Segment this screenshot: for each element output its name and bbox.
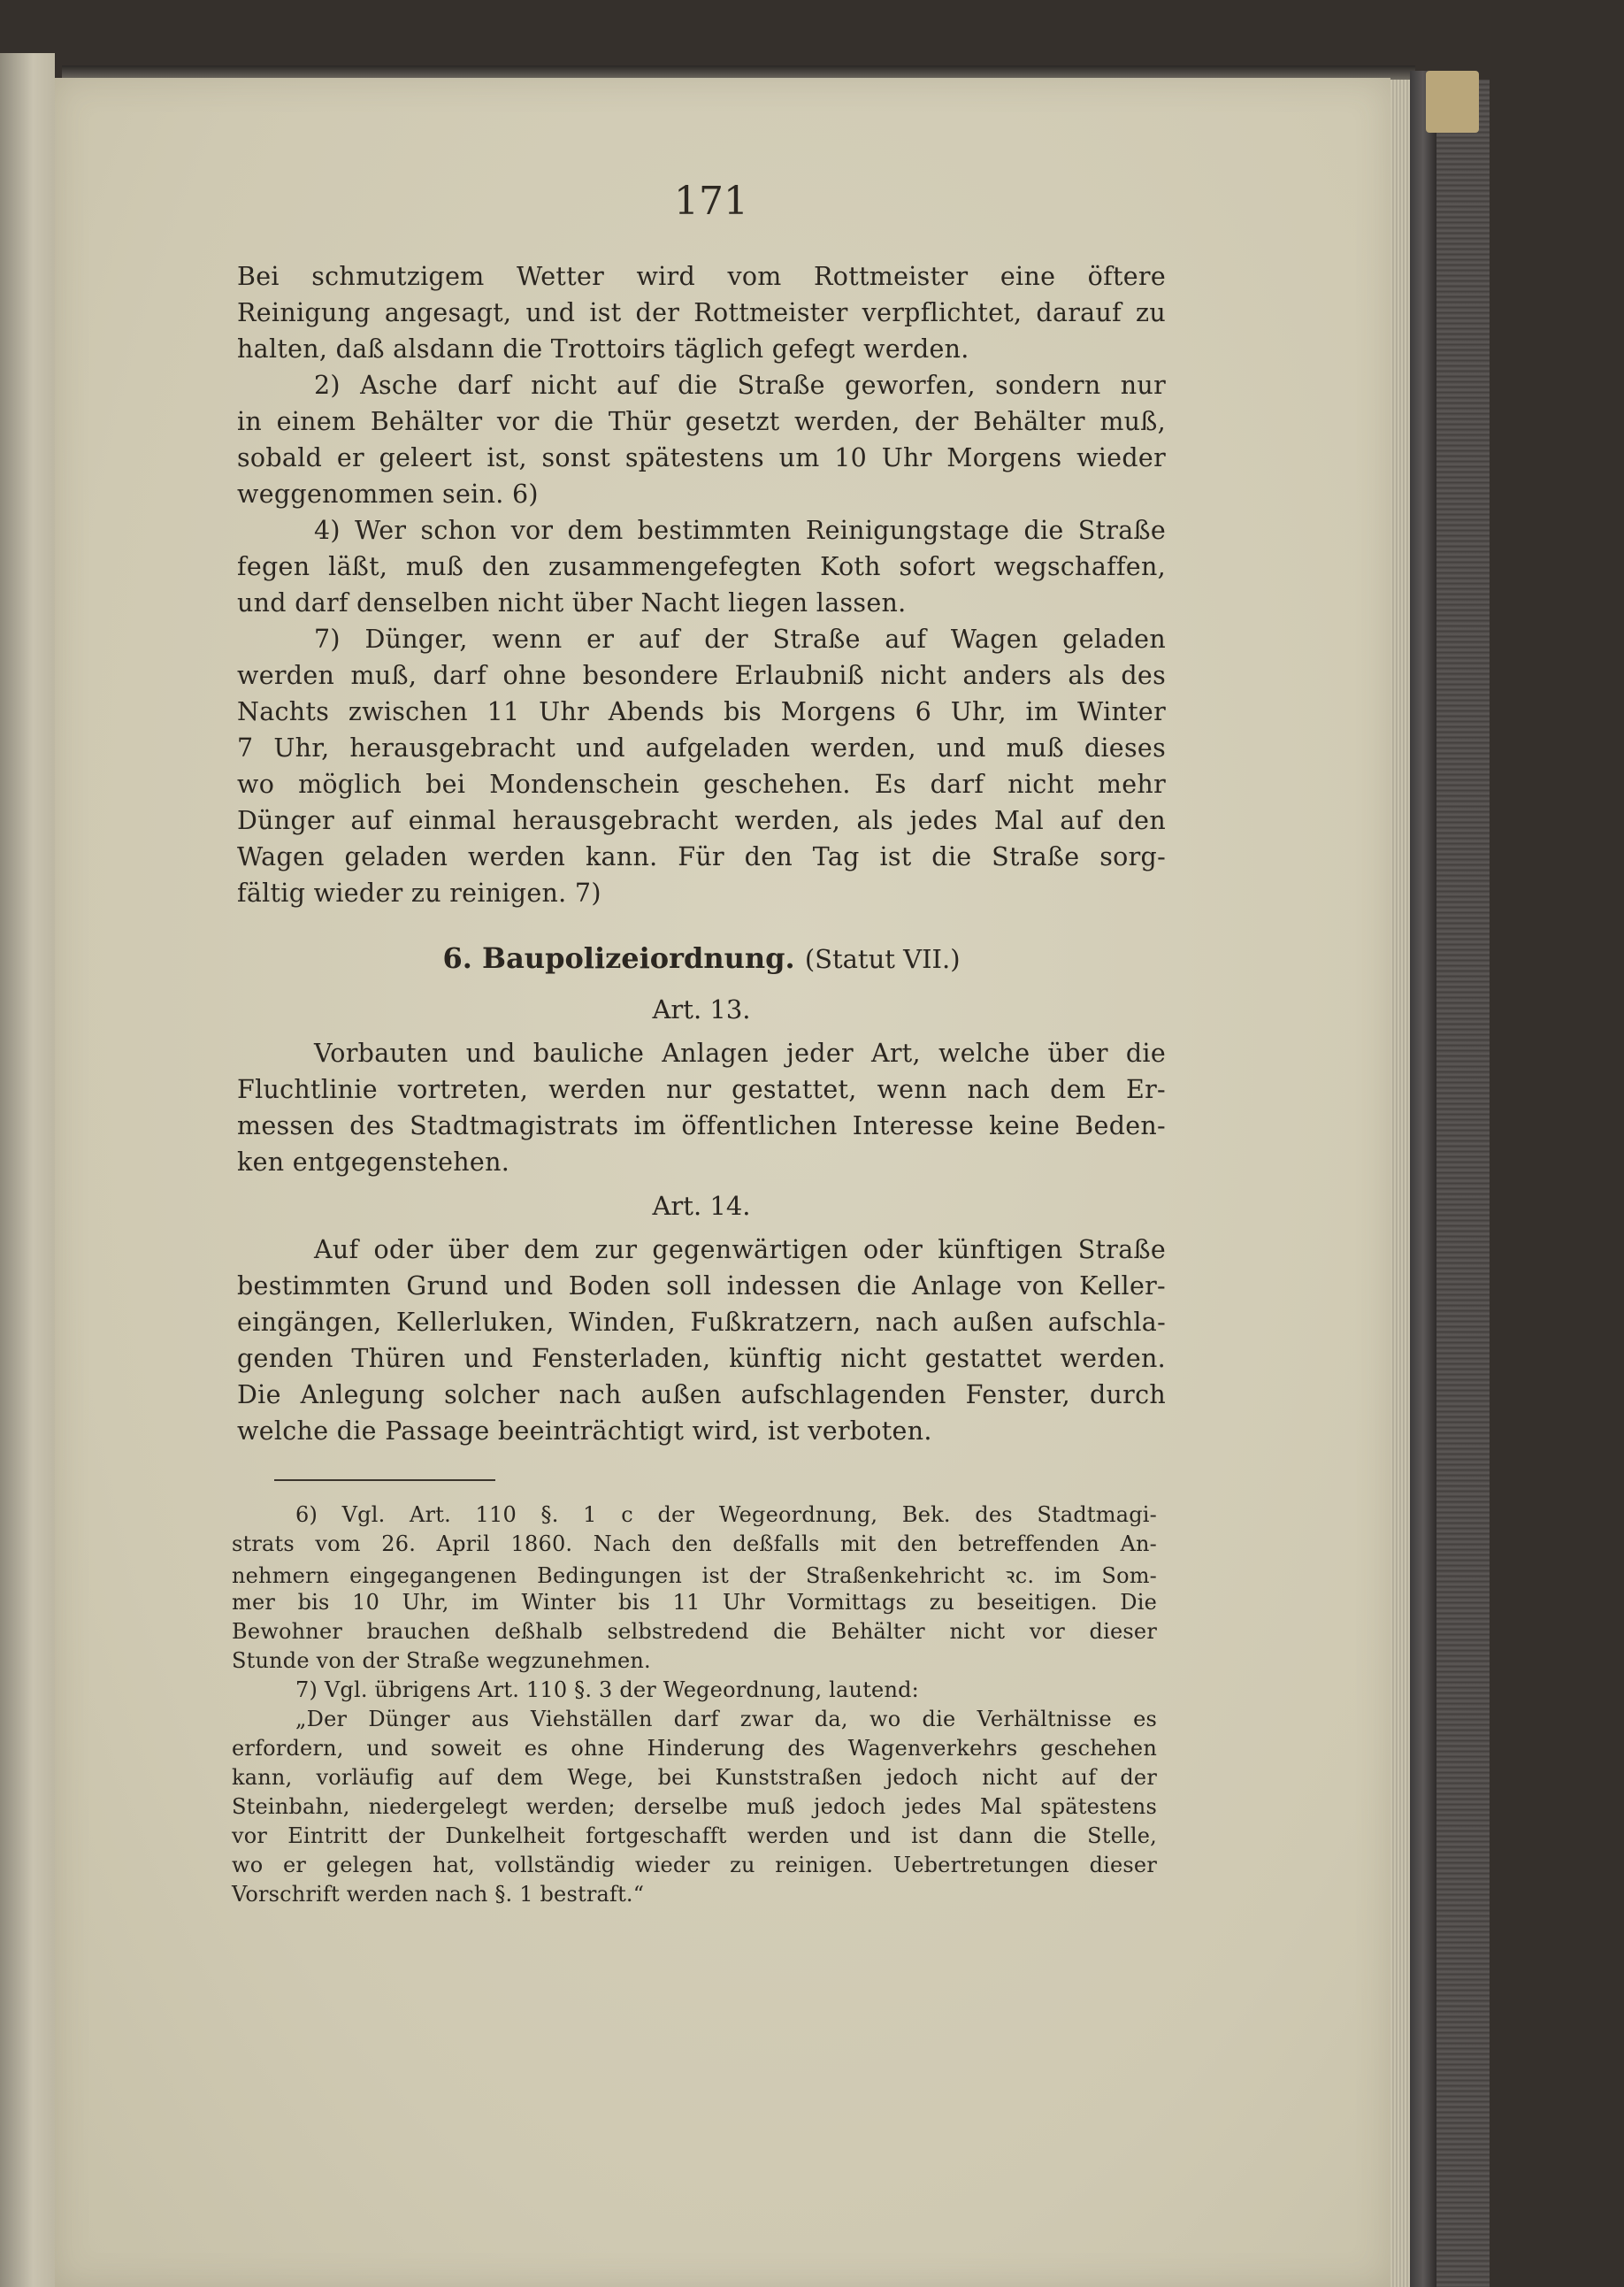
article-14-title: Art. 14. bbox=[652, 1191, 751, 1221]
article-14-line: welche die Passage beeinträchtigt wird, ist verboten. bbox=[237, 1416, 932, 1446]
footnote-line: nehmern eingegangenen Bedingungen ist der Straßenkehricht ꝛc. im Som- bbox=[232, 1563, 1157, 1588]
body-line: weggenommen sein. 6) bbox=[237, 480, 539, 509]
article-13-line: messen des Stadtmagistrats im öffentlichen Interesse keine Beden- bbox=[237, 1111, 1166, 1140]
article-14-line: Die Anlegung solcher nach außen aufschlagenden Fenster, durch bbox=[237, 1380, 1166, 1409]
body-line: 7) Dünger, wenn er auf der Straße auf Wagen geladen bbox=[314, 625, 1166, 654]
body-line: Reinigung angesagt, und ist der Rottmeister verpflichtet, darauf zu bbox=[237, 298, 1166, 327]
body-line: halten, daß alsdann die Trottoirs täglich gefegt werden. bbox=[237, 334, 969, 364]
body-line: Dünger auf einmal herausgebracht werden, als jedes Mal auf den bbox=[237, 806, 1166, 835]
footnote-divider bbox=[274, 1479, 495, 1481]
article-13-line: Vorbauten und bauliche Anlagen jeder Art, welche über die bbox=[314, 1039, 1166, 1068]
body-line: werden muß, darf ohne besondere Erlaubniß nicht anders als des bbox=[237, 661, 1166, 690]
body-line: fältig wieder zu reinigen. 7) bbox=[237, 879, 601, 908]
footnote-line: Bewohner brauchen deßhalb selbstredend die Behälter nicht vor dieser bbox=[232, 1619, 1157, 1644]
footnote-line: Vorschrift werden nach §. 1 bestraft.“ bbox=[232, 1882, 645, 1907]
body-line: fegen läßt, muß den zusammengefegten Koth sofort wegschaffen, bbox=[237, 552, 1166, 581]
book-spine bbox=[1436, 80, 1490, 2287]
section-heading-statut: (Statut VII.) bbox=[804, 944, 961, 974]
article-14-line: bestimmten Grund und Boden soll indessen die Anlage von Keller- bbox=[237, 1271, 1166, 1301]
footnote-line: „Der Dünger aus Viehställen darf zwar da, wo die Verhältnisse es bbox=[295, 1707, 1157, 1731]
body-line: und darf denselben nicht über Nacht liegen lassen. bbox=[237, 588, 907, 618]
article-14-line: Auf oder über dem zur gegenwärtigen oder künftigen Straße bbox=[314, 1235, 1166, 1264]
footnote-line: mer bis 10 Uhr, im Winter bis 11 Uhr Vormittags zu beseitigen. Die bbox=[232, 1590, 1157, 1615]
body-line: in einem Behälter vor die Thür gesetzt werden, der Behälter muß, bbox=[237, 407, 1166, 436]
section-heading bbox=[237, 941, 1166, 975]
body-line: Bei schmutzigem Wetter wird vom Rottmeister eine öftere bbox=[237, 262, 1166, 291]
section-heading-title: 6. Baupolizeiordnung. bbox=[442, 941, 795, 975]
body-line: wo möglich bei Mondenschein geschehen. Es darf nicht mehr bbox=[237, 770, 1166, 799]
footnote-line: 7) Vgl. übrigens Art. 110 §. 3 der Wegeordnung, lautend: bbox=[295, 1677, 919, 1702]
body-line: Nachts zwischen 11 Uhr Abends bis Morgens 6 Uhr, im Winter bbox=[237, 697, 1166, 726]
footnote-line: vor Eintritt der Dunkelheit fortgeschafft werden und ist dann die Stelle, bbox=[232, 1823, 1157, 1848]
cover-edge bbox=[1410, 71, 1436, 2287]
footnote-line: 6) Vgl. Art. 110 §. 1 c der Wegeordnung, Bek. des Stadtmagi- bbox=[295, 1502, 1157, 1527]
footnote-line: strats vom 26. April 1860. Nach den deßfalls mit den betreffenden An- bbox=[232, 1531, 1157, 1556]
paper-corner-fragment bbox=[1426, 71, 1479, 133]
body-line: 2) Asche darf nicht auf die Straße geworfen, sondern nur bbox=[314, 371, 1166, 400]
footnote-line: Stunde von der Straße wegzunehmen. bbox=[232, 1648, 651, 1673]
body-line: Wagen geladen werden kann. Für den Tag ist die Straße sorg- bbox=[237, 842, 1166, 871]
footnote-line: kann, vorläufig auf dem Wege, bei Kunststraßen jedoch nicht auf der bbox=[232, 1765, 1157, 1790]
body-line: 7 Uhr, herausgebracht und aufgeladen werden, und muß dieses bbox=[237, 733, 1166, 763]
footnote-line: wo er gelegen hat, vollständig wieder zu reinigen. Uebertretungen dieser bbox=[232, 1853, 1157, 1877]
article-13-line: ken entgegenstehen. bbox=[237, 1147, 510, 1177]
page-block-edge bbox=[1390, 80, 1410, 2287]
article-13-line: Fluchtlinie vortreten, werden nur gestattet, wenn nach dem Er- bbox=[237, 1075, 1166, 1104]
article-13-title: Art. 13. bbox=[652, 994, 751, 1025]
article-14-line: genden Thüren und Fensterladen, künftig nicht gestattet werden. bbox=[237, 1344, 1166, 1373]
body-line: sobald er geleert ist, sonst spätestens um 10 Uhr Morgens wieder bbox=[237, 443, 1166, 472]
body-line: 4) Wer schon vor dem bestimmten Reinigungstage die Straße bbox=[314, 516, 1166, 545]
article-14-line: eingängen, Kellerluken, Winden, Fußkratzern, nach außen aufschla- bbox=[237, 1308, 1166, 1337]
footnote-line: Steinbahn, niedergelegt werden; derselbe muß jedoch jedes Mal spätestens bbox=[232, 1794, 1157, 1819]
left-page-edge bbox=[0, 53, 55, 2287]
page-number: 171 bbox=[674, 179, 748, 224]
footnote-line: erfordern, und soweit es ohne Hinderung des Wagenverkehrs geschehen bbox=[232, 1736, 1157, 1761]
